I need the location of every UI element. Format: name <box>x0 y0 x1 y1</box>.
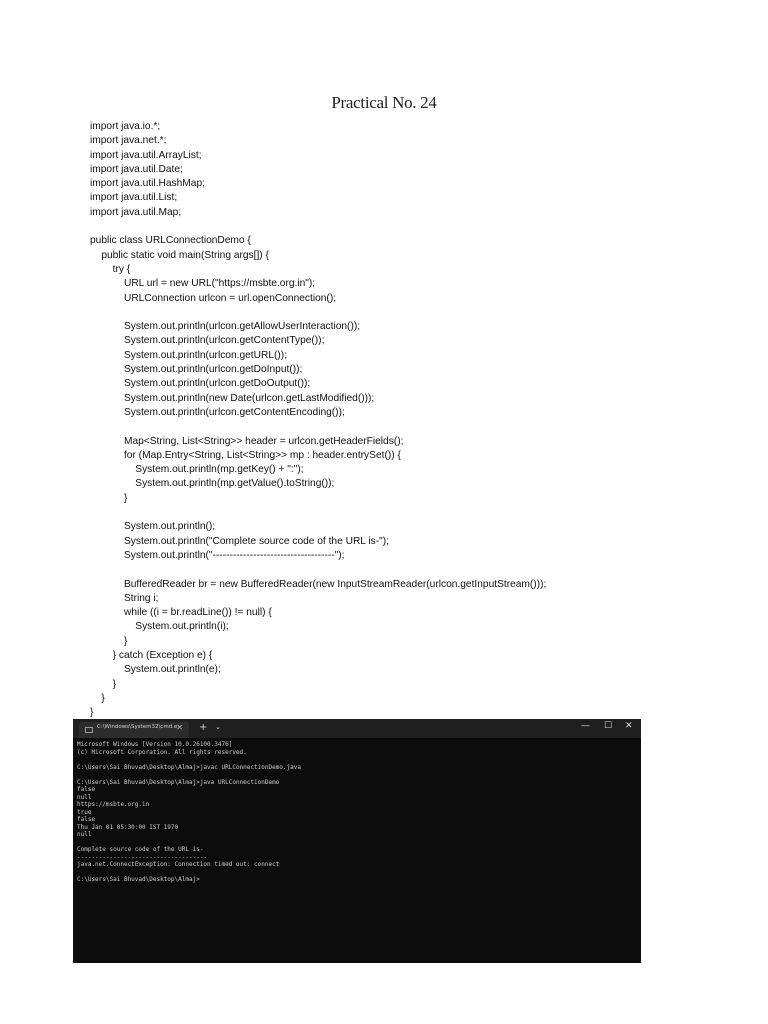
terminal-line: C:\Users\Sai Bhuvad\Desktop\Almaj>java URLConnectionDemo <box>77 778 280 786</box>
terminal-line: https://msbte.org.in <box>77 801 150 808</box>
code-line: System.out.println(i); <box>90 621 229 633</box>
code-line: System.out.println("Complete source code of the URL is-"); <box>90 535 390 547</box>
code-line: import java.util.Date; <box>90 163 183 175</box>
code-line: System.out.println(urlcon.getContentEncoding()); <box>90 406 345 418</box>
close-window-button[interactable]: ✕ <box>625 721 633 731</box>
code-line <box>90 220 750 234</box>
code-line: System.out.println(urlcon.getAllowUserInteraction()); <box>90 321 361 333</box>
code-line: System.out.println(); <box>90 521 216 533</box>
code-line: for (Map.Entry<String, List<String>> mp : header.entrySet()) { <box>90 449 401 461</box>
code-line: public class URLConnectionDemo { <box>90 235 251 247</box>
terminal-tab[interactable] <box>79 722 189 738</box>
code-line: URLConnection urlcon = url.openConnection(); <box>90 292 337 304</box>
terminal-line: true <box>77 808 92 816</box>
terminal-tab-label: C:\Windows\System32\cmd.e <box>97 724 178 730</box>
code-line: System.out.println(e); <box>90 664 221 676</box>
terminal-line: Thu Jan 01 05:30:00 IST 1970 <box>77 823 179 831</box>
code-line: } <box>90 692 105 704</box>
terminal-line <box>77 756 637 764</box>
code-line: } <box>90 635 128 647</box>
code-line: System.out.println(mp.getKey() + ":"); <box>90 464 304 476</box>
terminal-line: java.net.ConnectException: Connection timed out: connect <box>77 861 280 868</box>
code-line: while ((i = br.readLine()) != null) { <box>90 607 272 619</box>
code-line: } <box>90 678 117 690</box>
code-line: System.out.println(urlcon.getContentType()); <box>90 335 325 347</box>
code-line: } <box>90 492 128 504</box>
code-line: import java.net.*; <box>90 135 167 147</box>
maximize-button[interactable]: ☐ <box>604 721 613 731</box>
code-line: import java.io.*; <box>90 121 161 132</box>
terminal-line <box>77 869 637 877</box>
code-line: public static void main(String args[]) { <box>90 249 269 261</box>
page-title: Practical No. 24 <box>331 93 437 112</box>
terminal-window[interactable] <box>73 719 641 963</box>
code-line: BufferedReader br = new BufferedReader(new InputStreamReader(urlcon.getInputStream())); <box>90 578 547 590</box>
code-line: } <box>90 707 94 719</box>
code-line: System.out.println("------------------------------------"); <box>90 549 345 561</box>
code-line <box>90 506 750 520</box>
code-line: String i; <box>90 592 159 604</box>
terminal-line: Complete source code of the URL is- <box>77 846 204 853</box>
code-line: URL url = new URL("https://msbte.org.in"); <box>90 278 316 290</box>
terminal-line: (c) Microsoft Corporation. All rights reserved. <box>77 748 247 756</box>
code-line: import java.util.HashMap; <box>90 178 205 190</box>
code-line <box>90 306 750 320</box>
code-line: System.out.println(urlcon.getURL()); <box>90 349 288 361</box>
code-line: import java.util.List; <box>90 192 178 204</box>
terminal-line <box>77 839 637 847</box>
code-line: try { <box>90 263 131 275</box>
minimize-button[interactable]: — <box>581 721 590 731</box>
code-line: } catch (Exception e) { <box>90 649 213 661</box>
terminal-icon <box>85 727 93 733</box>
code-listing <box>90 120 750 720</box>
terminal-line: C:\Users\Sai Bhuvad\Desktop\Almaj>javac URLConnectionDemo.java <box>77 763 301 771</box>
terminal-line: C:\Users\Sai Bhuvad\Desktop\Almaj> <box>77 876 200 883</box>
terminal-line: false <box>77 816 96 823</box>
code-line: System.out.println(new Date(urlcon.getLastModified())); <box>90 392 375 404</box>
code-line: import java.util.Map; <box>90 206 182 218</box>
code-line: import java.util.ArrayList; <box>90 149 202 161</box>
terminal-titlebar <box>73 719 641 738</box>
code-line: System.out.println(urlcon.getDoOutput()); <box>90 378 311 390</box>
chevron-down-icon[interactable]: ⌄ <box>215 723 221 731</box>
close-tab-icon[interactable]: ✕ <box>176 723 183 732</box>
terminal-line: ------------------------------------ <box>77 853 208 861</box>
code-line <box>90 420 750 434</box>
terminal-line: Microsoft Windows [Version 10.0.26100.3476] <box>77 741 233 748</box>
new-tab-button[interactable]: + <box>199 722 208 733</box>
code-line: System.out.println(urlcon.getDoInput()); <box>90 364 303 376</box>
code-line: System.out.println(mp.getValue().toString()); <box>90 478 335 490</box>
terminal-line: null <box>77 793 92 801</box>
terminal-output[interactable] <box>73 738 641 884</box>
terminal-line <box>77 771 637 779</box>
code-line <box>90 563 750 577</box>
terminal-line: null <box>77 831 92 838</box>
code-line: Map<String, List<String>> header = urlcon.getHeaderFields(); <box>90 435 404 447</box>
terminal-line: false <box>77 786 96 793</box>
